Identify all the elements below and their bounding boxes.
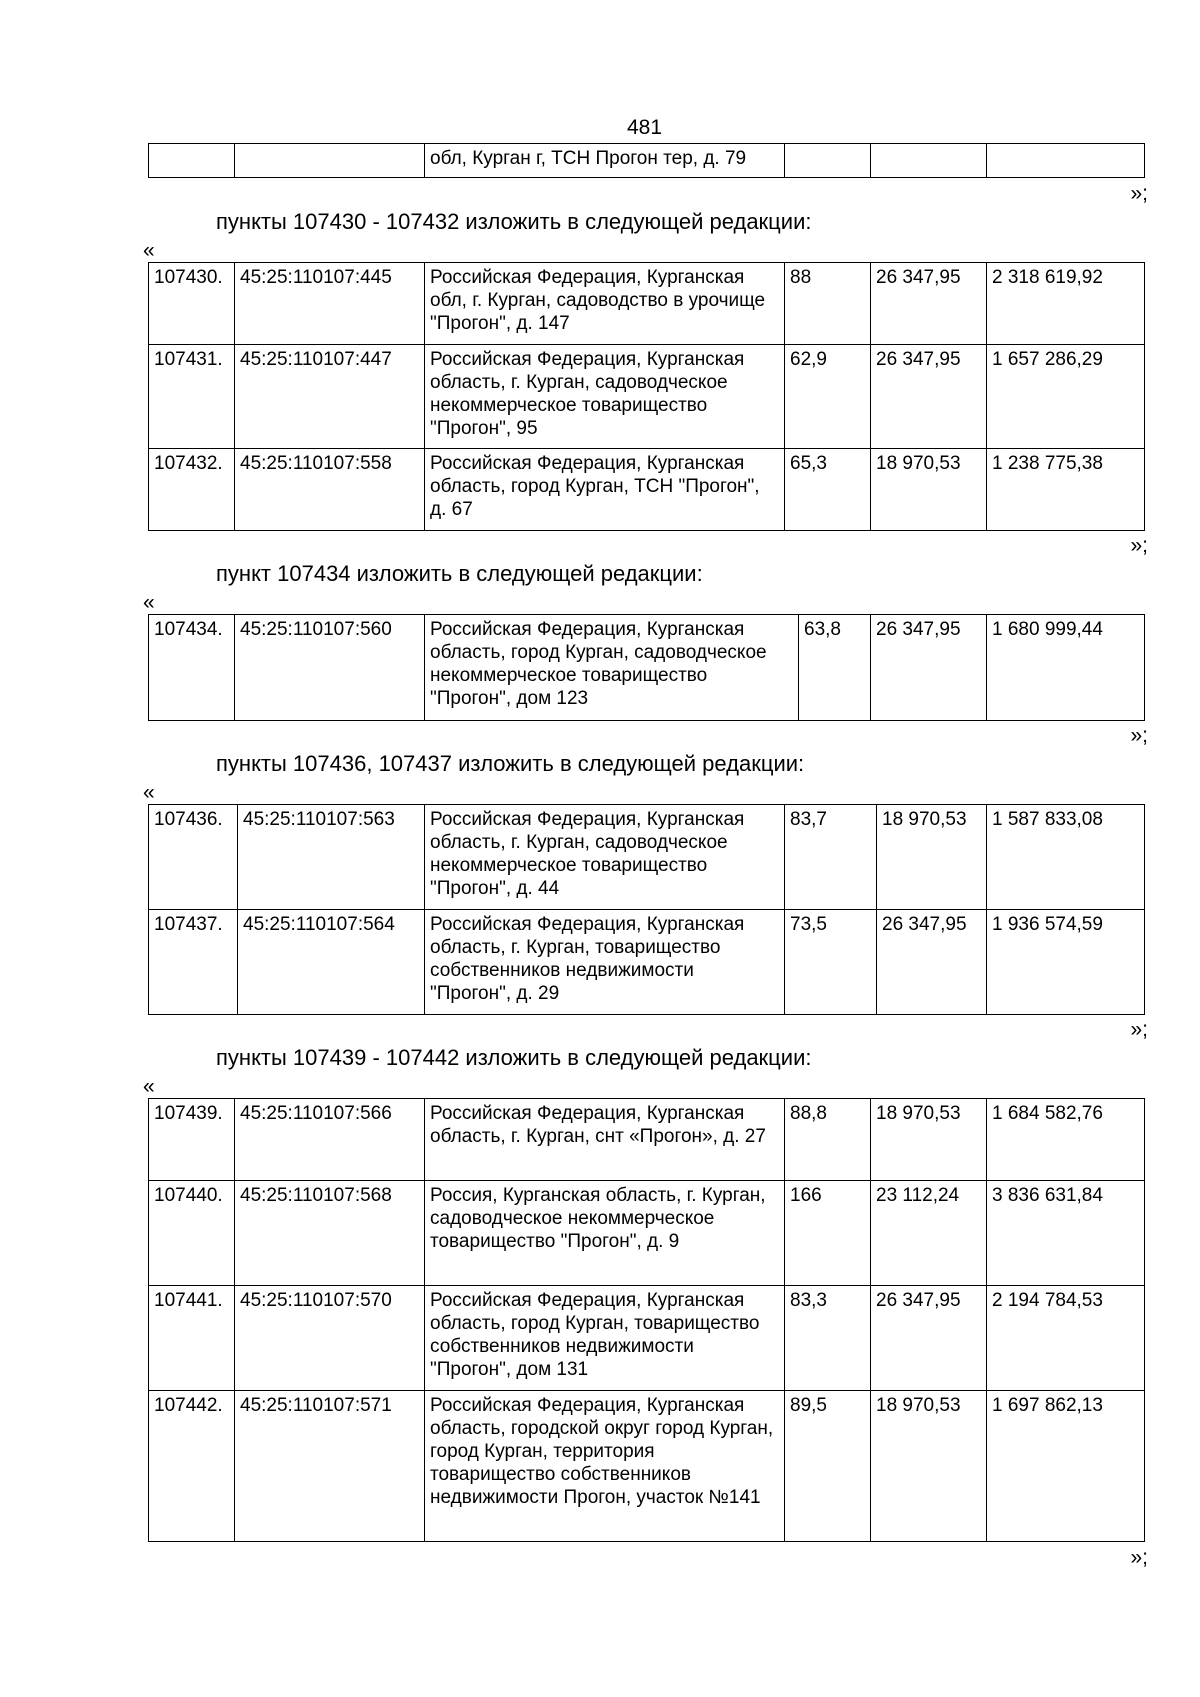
cell-num: 107431. — [149, 345, 235, 449]
cell-address: Российская Федерация, Курганская область, г. Курган, садоводческое некоммерческое товарищество "Прогон", д. 44 — [425, 805, 785, 910]
cell-area: 73,5 — [785, 910, 877, 1015]
cell-cadastral: 45:25:110107:558 — [235, 449, 425, 531]
cell-cadastral: 45:25:110107:563 — [238, 805, 425, 910]
cell-area: 63,8 — [799, 615, 871, 721]
cell-num: 107432. — [149, 449, 235, 531]
cell-value: 1 684 582,76 — [987, 1099, 1145, 1181]
table-row — [149, 1286, 1145, 1391]
register-table — [148, 262, 1145, 531]
table-row — [149, 345, 1145, 449]
cell-cadastral: 45:25:110107:570 — [235, 1286, 425, 1391]
table-row — [149, 144, 1145, 178]
table-row — [149, 1391, 1145, 1542]
cell-num: 107440. — [149, 1181, 235, 1286]
cell-value: 2 318 619,92 — [987, 263, 1145, 345]
cell-cadastral: 45:25:110107:447 — [235, 345, 425, 449]
cell-address: Российская Федерация, Курганская область, город Курган, садоводческое некоммерческое товарищество "Прогон", дом 123 — [425, 615, 799, 721]
register-table — [148, 1098, 1145, 1542]
closing-quote: »; — [1130, 534, 1148, 557]
cell-rate: 26 347,95 — [877, 910, 987, 1015]
cell-area: 83,7 — [785, 805, 877, 910]
cell-num: 107436. — [149, 805, 238, 910]
cell-cadastral: 45:25:110107:445 — [235, 263, 425, 345]
cell-value: 3 836 631,84 — [987, 1181, 1145, 1286]
cell-address: Российская Федерация, Курганская область, город Курган, товарищество собственников недвижимости "Прогон", дом 131 — [425, 1286, 785, 1391]
cell-rate: 18 970,53 — [877, 805, 987, 910]
cell-rate: 18 970,53 — [871, 1391, 987, 1542]
cell-address: Российская Федерация, Курганская область, г. Курган, садоводческое некоммерческое товарищество "Прогон", 95 — [425, 345, 785, 449]
cell-value: 1 657 286,29 — [987, 345, 1145, 449]
continuation-table — [148, 143, 1145, 178]
cell-rate: 26 347,95 — [871, 1286, 987, 1391]
cell-num: 107434. — [149, 615, 235, 721]
register-table — [148, 614, 1145, 721]
opening-quote: « — [143, 239, 155, 262]
cell-address: Россия, Курганская область, г. Курган, садоводческое некоммерческое товарищество "Прогон", д. 9 — [425, 1181, 785, 1286]
register-table — [148, 804, 1145, 1015]
cell-cadastral: 45:25:110107:566 — [235, 1099, 425, 1181]
opening-quote: « — [143, 1075, 155, 1098]
opening-quote: « — [143, 591, 155, 614]
cell-cadastral: 45:25:110107:568 — [235, 1181, 425, 1286]
page-number: 481 — [627, 116, 663, 139]
cell-rate — [871, 144, 987, 178]
cell-value: 1 697 862,13 — [987, 1391, 1145, 1542]
cell-rate: 23 112,24 — [871, 1181, 987, 1286]
cell-address: Российская Федерация, Курганская область, г. Курган, товарищество собственников недвижимости "Прогон", д. 29 — [425, 910, 785, 1015]
table-row — [149, 805, 1145, 910]
cell-num: 107439. — [149, 1099, 235, 1181]
cell-num: 107430. — [149, 263, 235, 345]
table-row — [149, 1099, 1145, 1181]
cell-rate: 18 970,53 — [871, 449, 987, 531]
cell-cadastral — [235, 144, 425, 178]
cell-area: 65,3 — [785, 449, 871, 531]
section-heading: пункт 107434 изложить в следующей редакции: — [216, 561, 703, 586]
cell-value: 2 194 784,53 — [987, 1286, 1145, 1391]
cell-value: 1 238 775,38 — [987, 449, 1145, 531]
closing-quote: »; — [1130, 1546, 1148, 1569]
cell-num — [149, 144, 235, 178]
cell-address: обл, Курган г, ТСН Прогон тер, д. 79 — [425, 144, 785, 178]
cell-rate: 26 347,95 — [871, 263, 987, 345]
cell-cadastral: 45:25:110107:571 — [235, 1391, 425, 1542]
cell-num: 107442. — [149, 1391, 235, 1542]
cell-area: 166 — [785, 1181, 871, 1286]
cell-rate: 26 347,95 — [871, 345, 987, 449]
table-row — [149, 910, 1145, 1015]
cell-address: Российская Федерация, Курганская обл, г. Курган, садоводство в урочище "Прогон", д. 147 — [425, 263, 785, 345]
cell-cadastral: 45:25:110107:564 — [238, 910, 425, 1015]
table-row — [149, 1181, 1145, 1286]
table-row — [149, 449, 1145, 531]
cell-area: 89,5 — [785, 1391, 871, 1542]
table-row — [149, 615, 1145, 721]
cell-value: 1 936 574,59 — [987, 910, 1145, 1015]
cell-area — [785, 144, 871, 178]
cell-rate: 26 347,95 — [871, 615, 987, 721]
cell-address: Российская Федерация, Курганская область, город Курган, ТСН "Прогон", д. 67 — [425, 449, 785, 531]
cell-area: 62,9 — [785, 345, 871, 449]
table-row — [149, 263, 1145, 345]
section-heading: пункты 107430 - 107432 изложить в следующей редакции: — [216, 209, 812, 234]
cell-value: 1 680 999,44 — [987, 615, 1145, 721]
cell-address: Российская Федерация, Курганская область, городской округ город Курган, город Курган, территория товарищество собственников недвижимости Прогон, участок №141 — [425, 1391, 785, 1542]
closing-quote: »; — [1130, 724, 1148, 747]
cell-area: 88,8 — [785, 1099, 871, 1181]
section-heading: пункты 107436, 107437 изложить в следующей редакции: — [216, 751, 805, 776]
cell-area: 83,3 — [785, 1286, 871, 1391]
opening-quote: « — [143, 781, 155, 804]
closing-quote: »; — [1130, 1018, 1148, 1041]
cell-area: 88 — [785, 263, 871, 345]
cell-address: Российская Федерация, Курганская область, г. Курган, снт «Прогон», д. 27 — [425, 1099, 785, 1181]
cell-value — [987, 144, 1145, 178]
cell-rate: 18 970,53 — [871, 1099, 987, 1181]
cell-value: 1 587 833,08 — [987, 805, 1145, 910]
cell-cadastral: 45:25:110107:560 — [235, 615, 425, 721]
cell-num: 107437. — [149, 910, 238, 1015]
closing-quote: »; — [1130, 182, 1148, 205]
section-heading: пункты 107439 - 107442 изложить в следующей редакции: — [216, 1045, 812, 1070]
cell-num: 107441. — [149, 1286, 235, 1391]
